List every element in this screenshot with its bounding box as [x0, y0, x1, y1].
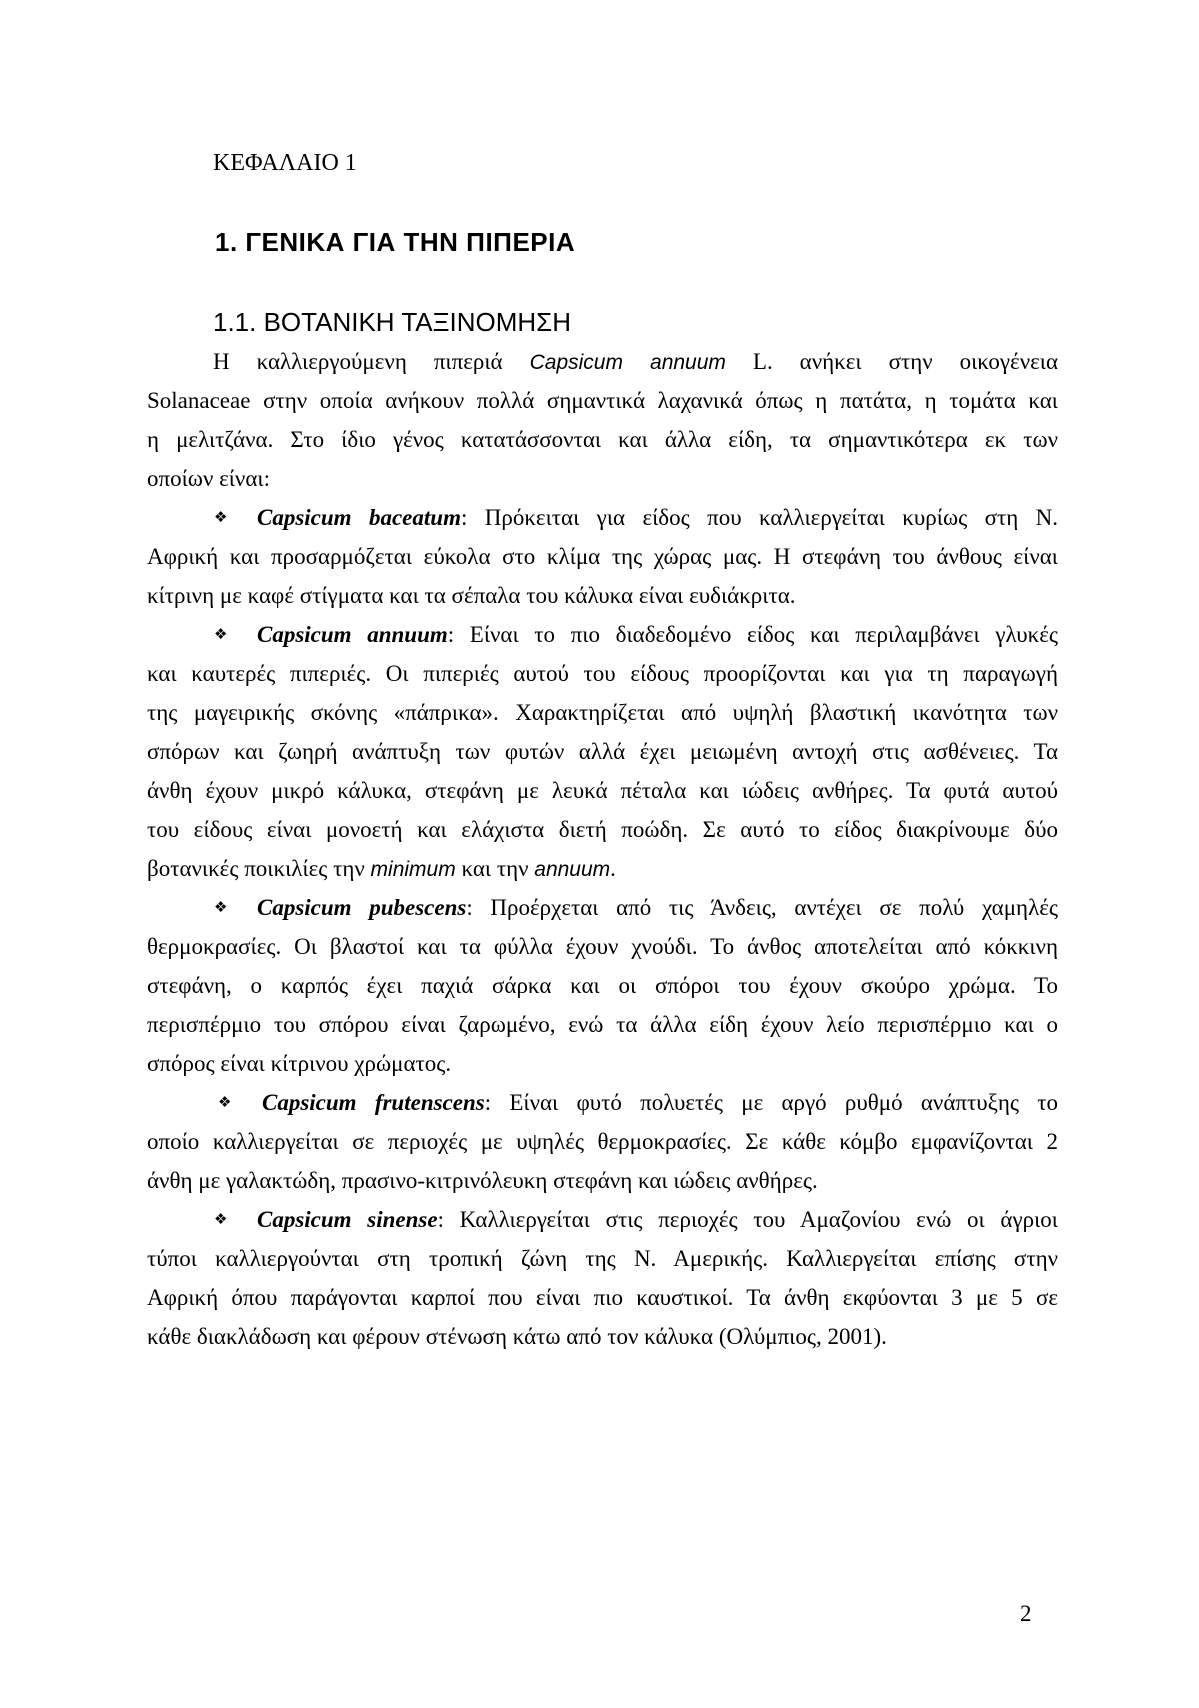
text-run: .: [610, 856, 616, 881]
text-line: [147, 654, 1058, 693]
text-run: βοτανικές ποικιλίες την: [147, 856, 371, 881]
text-run: L. ανήκει στην οικογένεια: [725, 349, 1059, 374]
bullet-diamond-icon: ❖: [214, 1210, 228, 1228]
species-name: Capsicum baceatum: [257, 505, 461, 530]
text-line: [147, 693, 1058, 732]
italic-term: Capsicum annuum: [529, 351, 726, 374]
text-line: [147, 888, 1058, 927]
text-line: [147, 420, 1058, 459]
text-line: [147, 537, 1058, 576]
text-line: [147, 1278, 1058, 1317]
text-run: στεφάνη, ο καρπός έχει παχιά σάρκα και οι σπόροι του έχουν σκούρο χρώμα. Το: [147, 973, 1058, 998]
text-run: : Είναι το πιο διαδεδομένο είδος και περιλαμβάνει γλυκές: [447, 622, 1058, 647]
bullet-diamond-icon: ❖: [214, 625, 228, 643]
text-line: [147, 810, 1058, 849]
species-entry: [147, 615, 1058, 888]
species-entry: [147, 498, 1058, 615]
text-line: [147, 459, 1058, 498]
text-run: κάθε διακλάδωση και φέρουν στένωση κάτω από τον κάλυκα (Ολύμπιος, 2001).: [147, 1324, 887, 1349]
text-line: [147, 1122, 1058, 1161]
text-run: θερμοκρασίες. Οι βλαστοί και τα φύλλα έχουν χνούδι. Το άνθος αποτελείται από κόκκινη: [147, 934, 1058, 959]
text-line: [147, 615, 1058, 654]
text-line: [147, 1044, 1058, 1083]
text-line: [147, 576, 1058, 615]
text-line: [147, 1005, 1058, 1044]
text-run: Αφρική όπου παράγονται καρποί που είναι πιο καυστικοί. Τα άνθη εκφύονται 3 με 5 σε: [147, 1285, 1058, 1310]
text-run: και καυτερές πιπεριές. Οι πιπεριές αυτού του είδους προορίζονται και για τη παραγωγή: [147, 661, 1058, 686]
species-entry: [147, 888, 1058, 1083]
italic-term: minimum: [370, 858, 456, 881]
text-run: κίτρινη με καφέ στίγματα και τα σέπαλα του κάλυκα είναι ευδιάκριτα.: [147, 583, 796, 608]
bullet-diamond-icon: ❖: [214, 898, 228, 916]
species-name: Capsicum sinense: [257, 1207, 438, 1232]
text-run: και την: [455, 856, 535, 881]
text-run: του είδους είναι μονοετή και ελάχιστα διετή ποώδη. Σε αυτό το είδος διακρίνουμε δύο: [147, 817, 1058, 842]
text-line: [147, 381, 1058, 420]
text-line: [147, 498, 1058, 537]
text-run: της μαγειρικής σκόνης «πάπρικα». Χαρακτηρίζεται από υψηλή βλαστική ικανότητα των: [147, 700, 1058, 725]
bullet-diamond-icon: ❖: [214, 508, 228, 526]
text-run: : Καλλιεργείται στις περιοχές του Αμαζονίου ενώ οι άγριοι: [437, 1207, 1058, 1232]
bullet-diamond-icon: ❖: [218, 1093, 232, 1111]
text-line: [147, 1083, 1058, 1122]
text-run: άνθη έχουν μικρό κάλυκα, στεφάνη με λευκά πέταλα και ιώδεις ανθήρες. Τα φυτά αυτού: [147, 778, 1058, 803]
text-run: άνθη με γαλακτώδη, πρασινο-κιτρινόλευκη στεφάνη και ιώδεις ανθήρες.: [147, 1168, 818, 1193]
text-line: [147, 966, 1058, 1005]
text-run: Αφρική και προσαρμόζεται εύκολα στο κλίμα της χώρας μας. Η στεφάνη του άνθους είναι: [147, 544, 1058, 569]
subsection-title: 1.1. ΒΟΤΑΝΙΚΗ ΤΑΞΙΝΟΜΗΣΗ: [213, 307, 572, 337]
species-name: Capsicum frutenscens: [262, 1090, 485, 1115]
italic-term: annuum: [534, 858, 611, 881]
page-number: 2: [1020, 1601, 1032, 1626]
body-text: [147, 342, 1058, 1356]
species-name: Capsicum pubescens: [257, 895, 467, 920]
text-line: [147, 1200, 1058, 1239]
text-run: Solanaceae στην οποία ανήκουν πολλά σημαντικά λαχανικά όπως η πατάτα, η τομάτα και: [147, 388, 1058, 413]
intro-paragraph: [147, 342, 1058, 498]
text-line: [147, 1239, 1058, 1278]
text-line: [147, 771, 1058, 810]
species-entry: [147, 1083, 1058, 1200]
species-name: Capsicum annuum: [257, 622, 448, 647]
text-run: : Είναι φυτό πολυετές με αργό ρυθμό ανάπτυξης το: [484, 1090, 1058, 1115]
text-run: Η καλλιεργούμενη πιπεριά: [213, 349, 530, 374]
text-run: οποίο καλλιεργείται σε περιοχές με υψηλές θερμοκρασίες. Σε κάθε κόμβο εμφανίζονται 2: [147, 1129, 1058, 1154]
chapter-label: ΚΕΦΑΛΑΙΟ 1: [213, 150, 357, 176]
text-run: οποίων είναι:: [147, 466, 270, 491]
section-title: 1. ΓΕΝΙΚΑ ΓΙΑ ΤΗΝ ΠΙΠΕΡΙΑ: [215, 227, 576, 257]
text-line: [147, 1161, 1058, 1200]
text-line: [147, 1317, 1058, 1356]
text-line: [147, 342, 1058, 381]
text-run: : Πρόκειται για είδος που καλλιεργείται κυρίως στη Ν.: [460, 505, 1059, 530]
text-run: σπόρος είναι κίτρινου χρώματος.: [147, 1051, 452, 1076]
text-line: [147, 732, 1058, 771]
text-line: [147, 849, 1058, 888]
text-run: περισπέρμιο του σπόρου είναι ζαρωμένο, ενώ τα άλλα είδη έχουν λείο περισπέρμιο και ο: [147, 1012, 1058, 1037]
text-run: τύποι καλλιεργούνται στη τροπική ζώνη της Ν. Αμερικής. Καλλιεργείται επίσης στην: [147, 1246, 1058, 1271]
text-run: η μελιτζάνα. Στο ίδιο γένος κατατάσσονται και άλλα είδη, τα σημαντικότερα εκ των: [147, 427, 1058, 452]
text-line: [147, 927, 1058, 966]
text-run: σπόρων και ζωηρή ανάπτυξη των φυτών αλλά έχει μειωμένη αντοχή στις ασθένειες. Τα: [147, 739, 1058, 764]
text-run: : Προέρχεται από τις Άνδεις, αντέχει σε πολύ χαμηλές: [466, 895, 1059, 920]
species-entry: [147, 1200, 1058, 1356]
